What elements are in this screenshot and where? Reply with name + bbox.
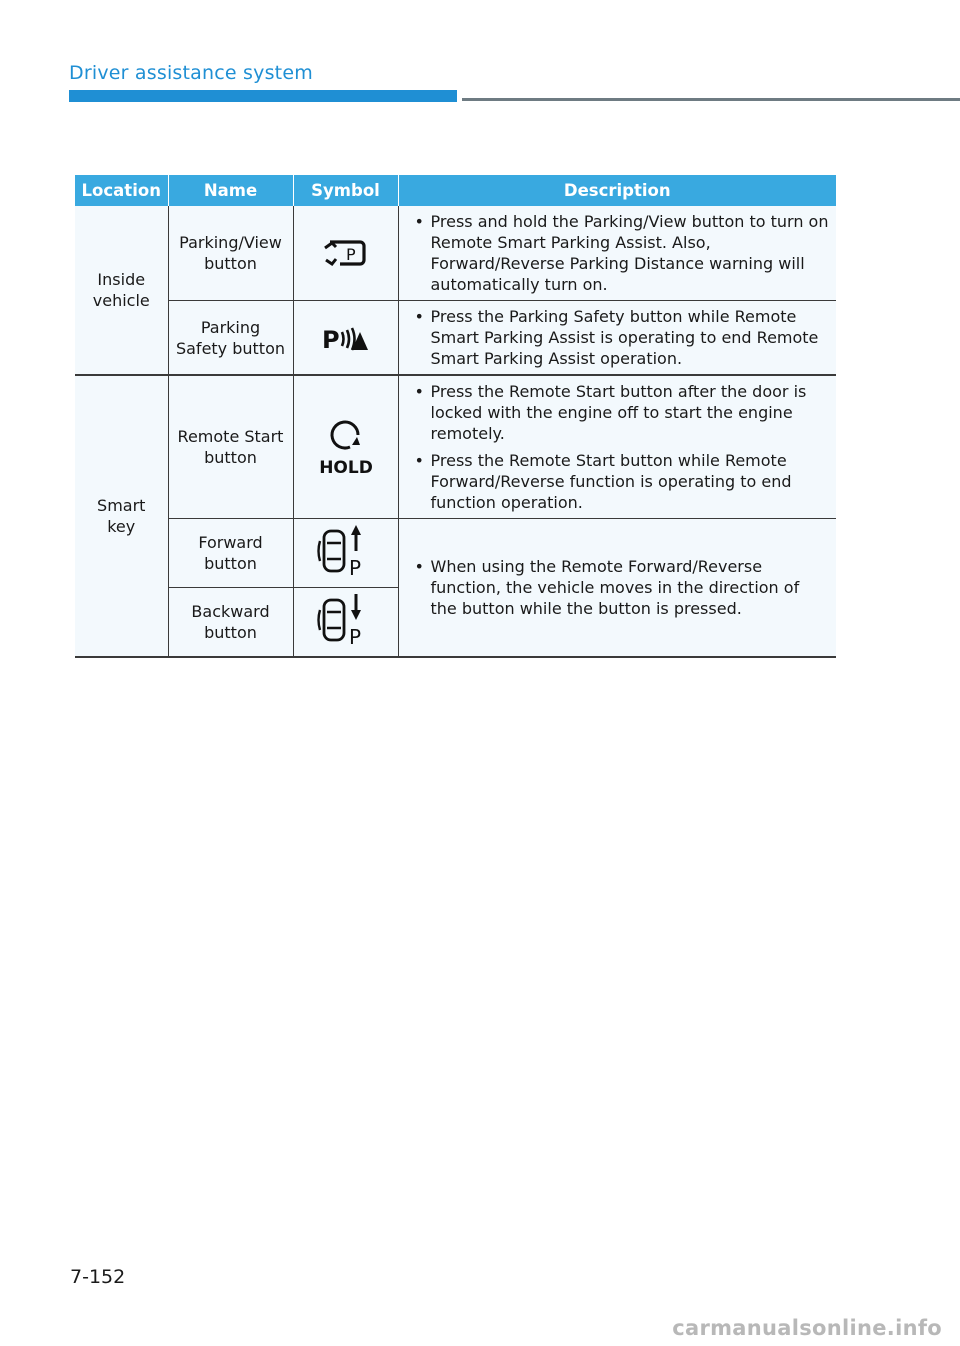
- name-cell-parking-safety: Parking Safety button: [168, 301, 293, 376]
- column-header-symbol: Symbol: [293, 175, 398, 206]
- watermark: carmanualsonline.info: [672, 1316, 942, 1340]
- parking-safety-icon: [318, 318, 374, 358]
- remote-start-hold-icon: [316, 415, 376, 479]
- list-item: • Press the Parking Safety button while Remote Smart Parking Assist is operating to end Remote Smart Parking Assist operation.: [407, 306, 831, 369]
- forward-p-label: P: [348, 556, 361, 580]
- location-cell-smart-key: Smart key: [75, 375, 168, 657]
- name-cell-remote-start: Remote Start button: [168, 375, 293, 519]
- table-row: [75, 519, 836, 588]
- table-header-row: [75, 175, 836, 206]
- symbol-cell-parking-view: [293, 206, 398, 301]
- list-item: • Press the Remote Start button after the door is locked with the engine off to start the engine remotely.: [407, 381, 831, 444]
- list-item: • Press the Remote Start button while Remote Forward/Reverse function is operating to end function operation.: [407, 450, 831, 513]
- symbol-cell-remote-start: [293, 375, 398, 519]
- symbol-cell-parking-safety: [293, 301, 398, 376]
- button-spec-table: [75, 175, 836, 658]
- name-cell-forward: Forward button: [168, 519, 293, 588]
- list-item: • When using the Remote Forward/Reverse function, the vehicle moves in the direction of the button while the button is pressed.: [407, 556, 831, 619]
- backward-park-icon: [316, 592, 376, 652]
- svg-text:P: P: [345, 245, 356, 264]
- symbol-cell-backward: [293, 588, 398, 658]
- page-number: 7-152: [70, 1266, 126, 1288]
- column-header-location: Location: [75, 175, 168, 206]
- table-row: [75, 206, 836, 301]
- table-row: [75, 375, 836, 519]
- name-cell-backward: Backward button: [168, 588, 293, 658]
- list-item: • Press and hold the Parking/View button to turn on Remote Smart Parking Assist. Also, Forward/Reverse Parking Distance warning will automatically turn on.: [407, 211, 831, 295]
- location-cell-inside-vehicle: Inside vehicle: [75, 206, 168, 375]
- parking-view-icon: [318, 233, 374, 273]
- column-header-description: Description: [398, 175, 836, 206]
- header-rule-gray: [462, 98, 960, 101]
- hold-label: HOLD: [318, 458, 373, 478]
- description-cell-parking-safety: [398, 301, 836, 376]
- svg-text:P: P: [321, 325, 340, 354]
- section-title: Driver assistance system: [69, 62, 313, 84]
- symbol-cell-forward: [293, 519, 398, 588]
- backward-p-label: P: [348, 625, 361, 649]
- description-cell-parking-view: [398, 206, 836, 301]
- description-cell-remote-start: [398, 375, 836, 519]
- forward-park-icon: [316, 523, 376, 583]
- name-cell-parking-view: Parking/View button: [168, 206, 293, 301]
- column-header-name: Name: [168, 175, 293, 206]
- header-rule-blue: [69, 90, 457, 102]
- description-cell-forward-backward: [398, 519, 836, 658]
- table-row: [75, 301, 836, 376]
